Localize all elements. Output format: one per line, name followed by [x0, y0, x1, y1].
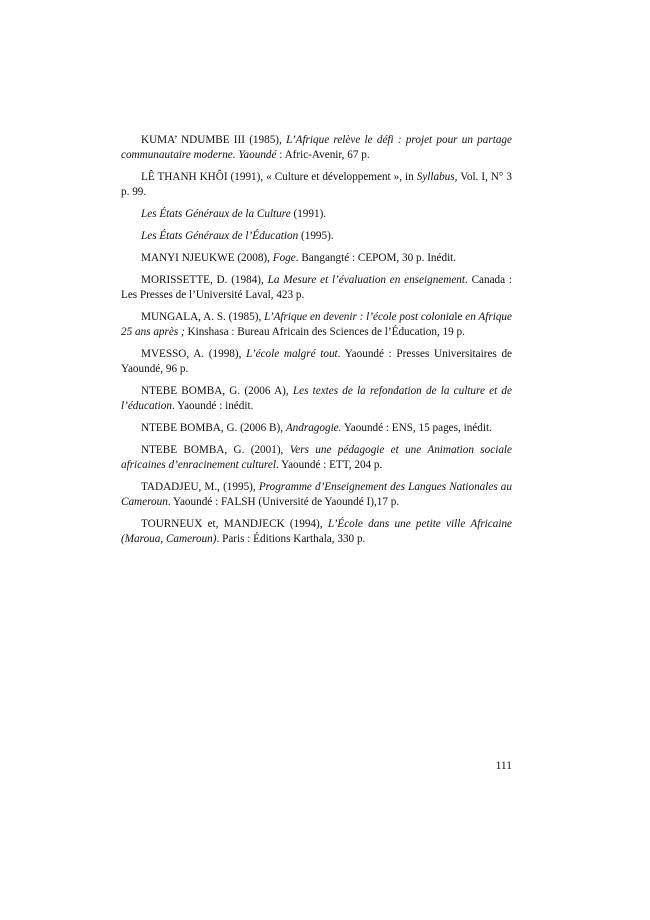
entry-title-text: L’École dans une petite ville Africaine (Maroua, Cameroun) — [121, 518, 513, 545]
entry-text: MORISSETTE, D. (1984), — [141, 274, 268, 286]
entry-text: Yaoundé : ENS, 15 pages, inédit. — [341, 422, 492, 434]
bibliography-entry — [121, 310, 512, 340]
entry-text: . Yaoundé : Presses Universitaires de Yaoundé, 96 p. — [121, 348, 513, 375]
entry-title-text: en Afrique 25 ans après ; — [121, 311, 512, 338]
entry-title-text: Les États Généraux de la Culture — [141, 208, 291, 220]
entry-title-text: Programme d’Enseignement des Langues Nationales au Cameroun — [121, 481, 512, 508]
bibliography-entry — [121, 480, 512, 510]
entry-text: KUMA’ NDUMBE III (1985), — [141, 134, 287, 146]
bibliography-entry — [121, 517, 512, 547]
entry-text: . Paris : Éditions Karthala, 330 p. — [216, 533, 366, 545]
bibliography-entry — [121, 133, 512, 163]
entry-text: NTEBE BOMBA, G. (2006 B), — [141, 422, 286, 434]
entry-text: TOURNEUX et, MANDJECK (1994), — [141, 518, 328, 530]
bibliography-entry — [121, 384, 512, 414]
entry-text: (1991). — [290, 208, 327, 220]
entry-text: . Yaoundé : ETT, 204 p. — [275, 459, 383, 471]
entry-text: . Yaoundé : inédit. — [171, 400, 254, 412]
bibliography-entry — [121, 273, 512, 303]
entry-text: MVESSO, A. (1998), — [141, 348, 247, 360]
entry-title-text: Syllabus — [416, 171, 455, 183]
entry-title-text: L’Afrique en devenir : l’école post colonia — [264, 311, 455, 323]
bibliography-entry — [121, 347, 512, 377]
entry-text: le — [454, 311, 466, 323]
entry-title-text: L’Afrique relève le défi : projet pour un partage communautaire moderne. Yaoundé — [121, 134, 512, 161]
entry-text: Kinshasa : Bureau Africain des Sciences de l’Éducation, 19 p. — [184, 326, 465, 338]
bibliography-list — [121, 133, 512, 554]
entry-text: . Bangangté : CEPOM, 30 p. Inédit. — [295, 252, 457, 264]
entry-text: , Vol. I, N° 3 p. 99. — [121, 171, 512, 198]
entry-text: (1995). — [298, 230, 334, 242]
entry-title-text: Les États Généraux de l’Éducation — [141, 230, 299, 242]
entry-text: TADADJEU, M., (1995), — [141, 481, 259, 493]
page-number: 111 — [495, 760, 512, 772]
entry-text: : Afric-Avenir, 67 p. — [276, 149, 370, 161]
bibliography-entry — [121, 229, 512, 244]
entry-text: NTEBE BOMBA, G. (2001), — [141, 444, 290, 456]
entry-text: MANYI NJEUKWE (2008), — [141, 252, 273, 264]
entry-text: . Canada : Les Presses de l’Université Laval, 423 p. — [121, 274, 512, 301]
bibliography-entry — [121, 170, 512, 200]
bibliography-entry — [121, 207, 512, 222]
bibliography-entry — [121, 421, 512, 436]
entry-title-text: Les textes de la refondation de la culture et de l’éducation — [121, 385, 512, 412]
bibliography-entry — [121, 251, 512, 266]
entry-text: . Yaoundé : FALSH (Université de Yaoundé I),17 p. — [167, 496, 400, 508]
entry-title-text: La Mesure et l’évaluation en enseignement — [267, 274, 465, 286]
entry-title-text: Foge — [272, 252, 296, 264]
entry-title-text: Vers une pédagogie et une Animation sociale africaines d’enracinement culturel — [121, 444, 512, 471]
bibliography-entry — [121, 443, 512, 473]
entry-title-text: Andragogie. — [285, 422, 342, 434]
entry-title-text: L’école malgré tout — [246, 348, 338, 360]
entry-text: LÊ THANH KHÔI (1991), « Culture et développement », in — [141, 171, 417, 183]
entry-text: NTEBE BOMBA, G. (2006 A), — [141, 385, 293, 397]
entry-text: MUNGALA, A. S. (1985), — [141, 311, 265, 323]
